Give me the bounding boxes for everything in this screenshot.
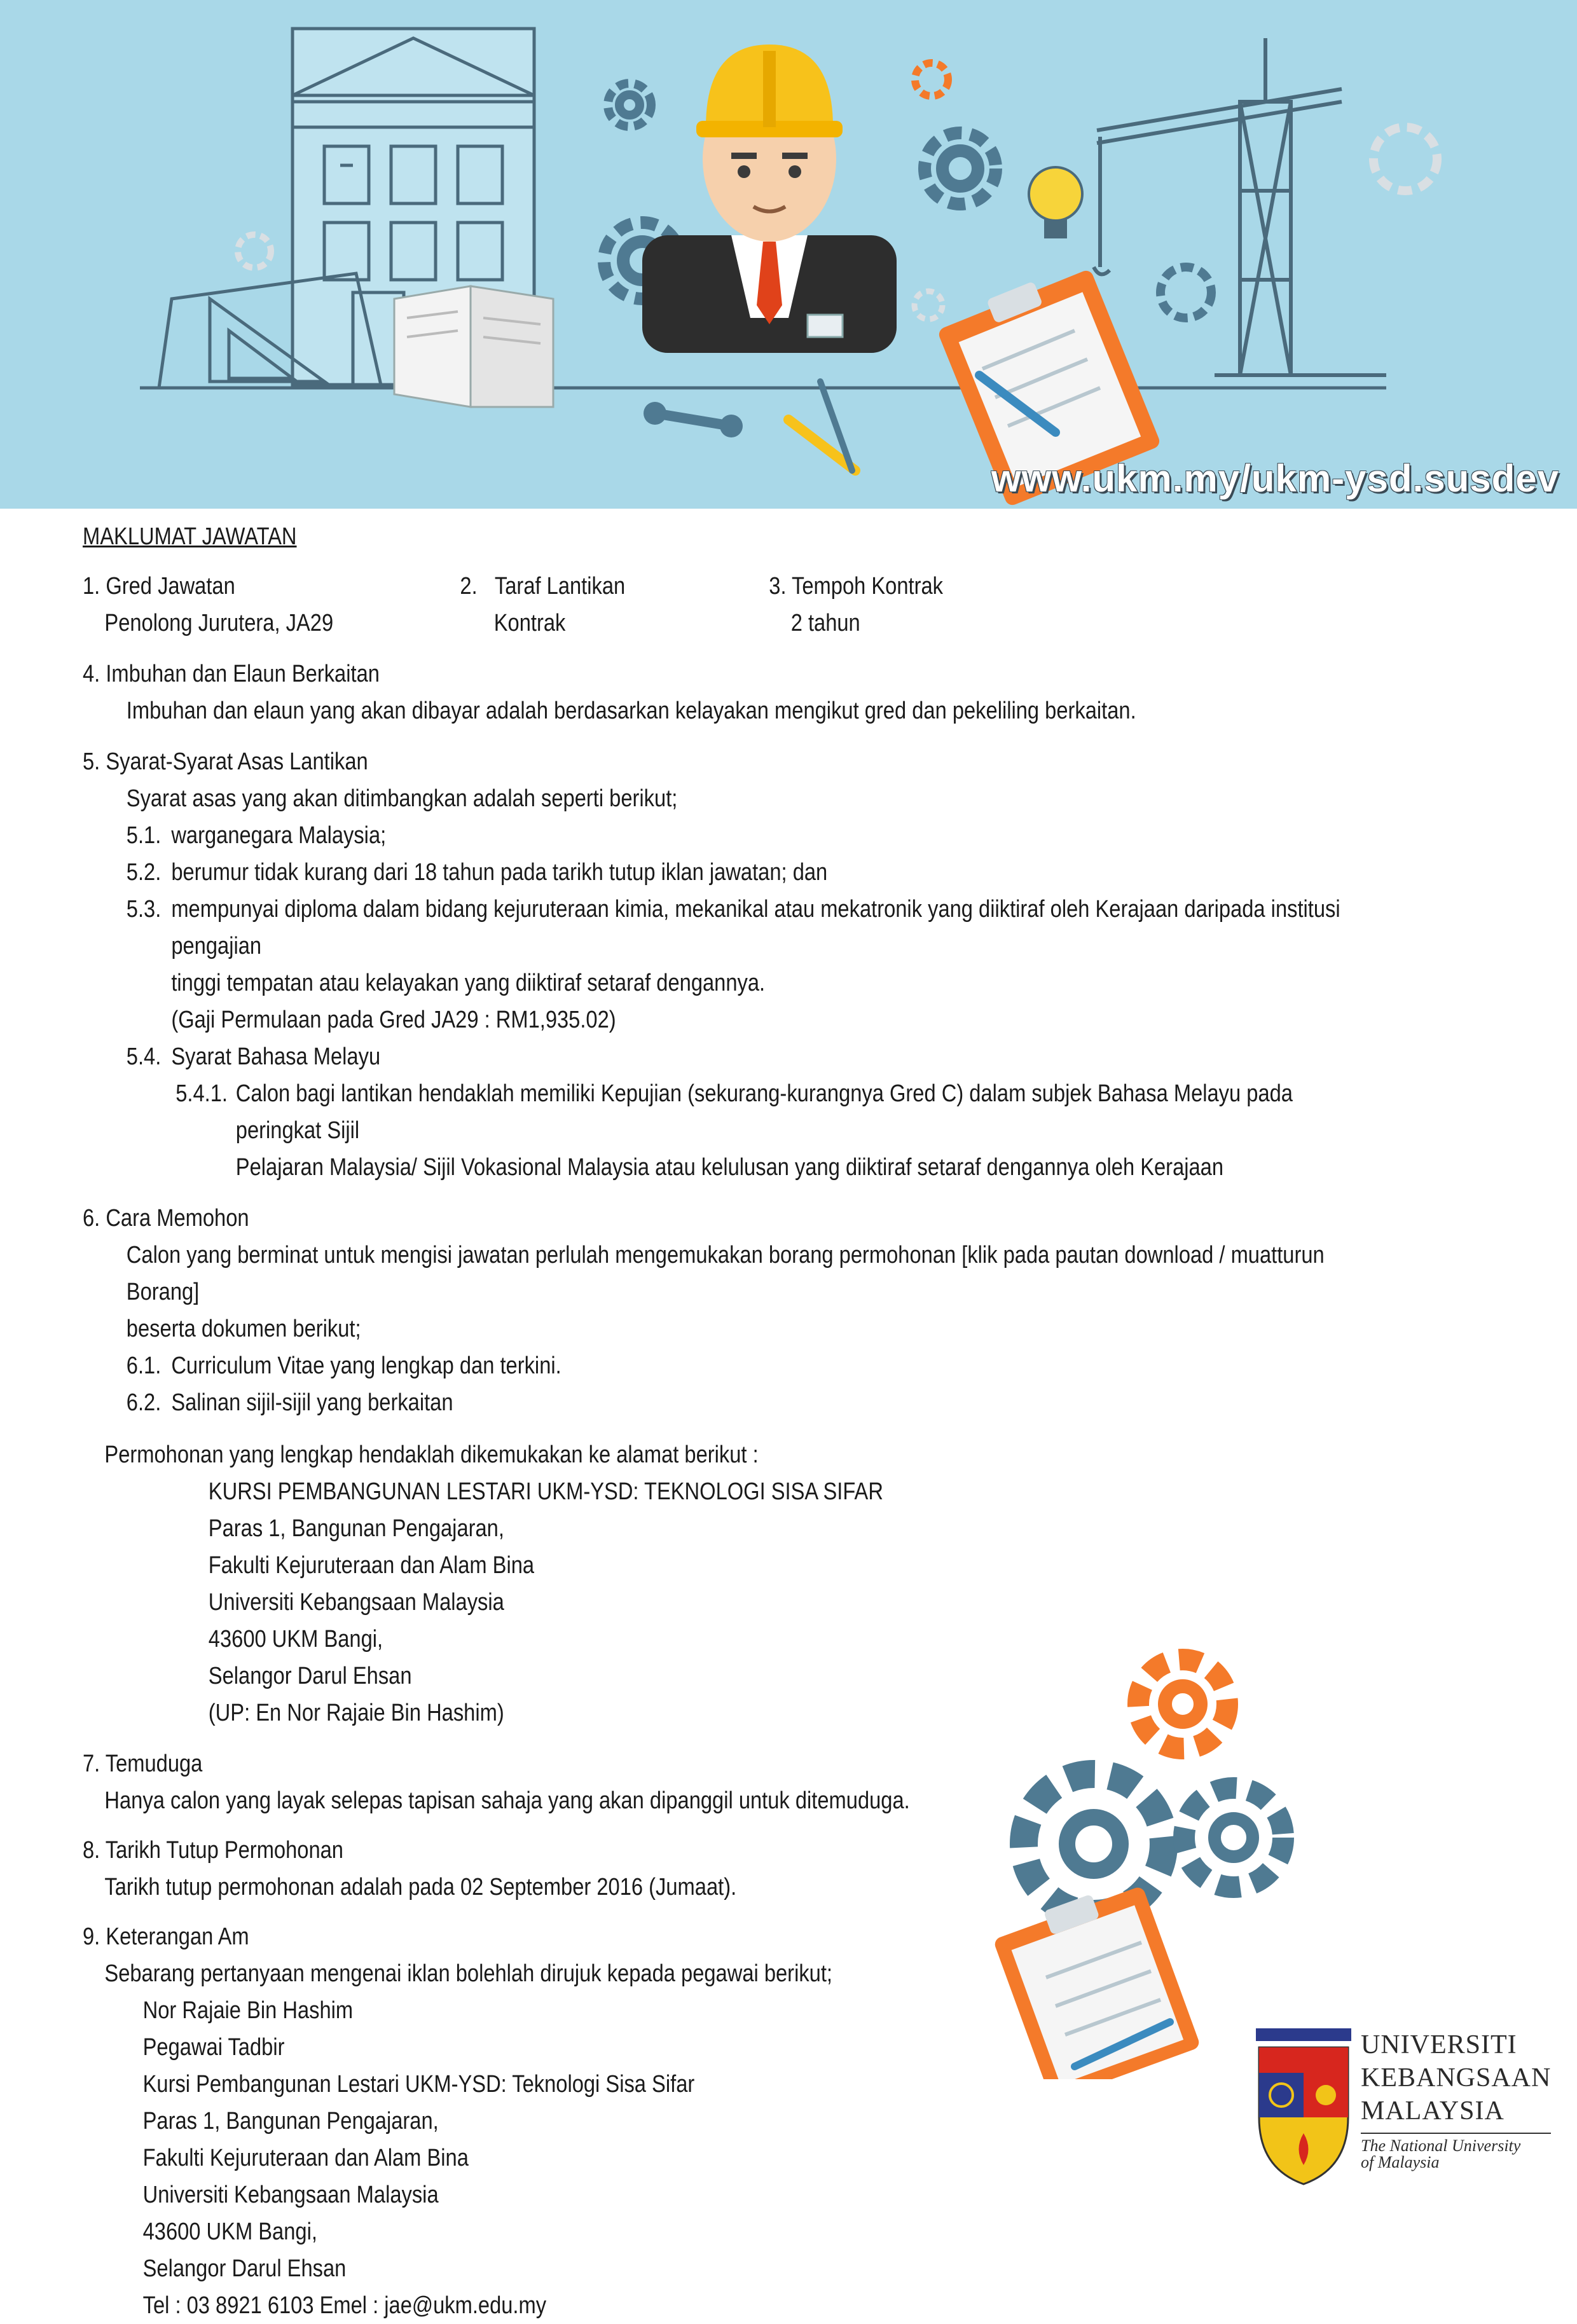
salary-note: (Gaji Permulaan pada Gred JA29 : RM1,935.02) [171,1007,616,1033]
section-heading: 6. Cara Memohon [83,1205,249,1232]
contact-line: Nor Rajaie Bin Hashim [142,1997,354,2024]
section-text: Tarikh tutup permohonan adalah pada 02 September 2016 (Jumaat). [104,1874,737,1901]
section-text: beserta dokumen berikut; [126,1316,361,1342]
wrench-icon [644,402,743,437]
section-text: Hanya calon yang layak selepas tapisan sahaja yang akan dipanggil untuk ditemuduga. [104,1787,910,1814]
list-item: 5.4.1. Calon bagi lantikan hendaklah memiliki Kepujian (sekurang-kurangnya Gred C) dalam subjek Bahasa Melayu pada peringkat Sijil [176,1080,1293,1144]
appointment-block [460,568,625,642]
section-heading: 5. Syarat-Syarat Asas Lantikan [83,748,368,775]
address-line: Universiti Kebangsaan Malaysia [208,1589,504,1616]
section-5 [83,743,1340,1186]
contract-value: 2 tahun [790,610,860,636]
banner-illustration [0,0,1577,509]
gear-icon [915,63,948,96]
ukm-logo [1250,2022,1555,2225]
gear-icon [1160,267,1211,318]
section-text: Calon yang berminat untuk mengisi jawatan perlulah mengemukakan borang permohonan [klik pada pautan download / muatturun Borang] [126,1242,1325,1305]
list-item: 5.3. mempunyai diploma dalam bidang kejuruteraan kimia, mekanikal atau mekatronik yang diiktiraf oleh Kerajaan daripada institusi pengajian [126,896,1340,959]
ukm-crest-icon [1250,2022,1358,2187]
header-banner [0,0,1577,509]
lightbulb-icon [1029,167,1082,238]
grade-value: Penolong Jurutera, JA29 [104,610,334,636]
newspaper-icon [394,286,553,407]
logo-tagline: The National University [1361,2133,1551,2154]
logo-line: UNIVERSITI [1361,2030,1517,2059]
address-line: Selangor Darul Ehsan [208,1663,412,1689]
address-intro: Permohonan yang lengkap hendaklah dikemukakan ke alamat berikut : [104,1441,759,1468]
engineer-icon [642,45,897,353]
list-item: 5.1. warganegara Malaysia; [126,822,387,849]
grade-block [83,568,333,642]
gear-icon [1374,127,1437,191]
contract-label: 3. Tempoh Kontrak [769,573,944,600]
address-line: Fakulti Kejuruteraan dan Alam Bina [208,1552,535,1579]
clipboard-icon [993,1885,1201,2079]
logo-line: KEBANGSAAN [1361,2063,1552,2093]
website-url[interactable]: www.ukm.my/ukm-ysd.susdev [991,457,1559,500]
gear-icon [914,291,942,319]
section-heading: 8. Tarikh Tutup Permohonan [83,1837,343,1864]
contact-line: Kursi Pembangunan Lestari UKM-YSD: Teknologi Sisa Sifar [142,2071,695,2098]
section-title: MAKLUMAT JAWATAN [83,523,297,550]
gear-icon [608,83,651,127]
gear-icon [238,235,271,268]
list-item: 6.1. Curriculum Vitae yang lengkap dan terkini. [126,1352,561,1379]
address-line: (UP: En Nor Rajaie Bin Hashim) [208,1700,504,1726]
gear-icon [1138,1660,1227,1749]
contact-line: Fakulti Kejuruteraan dan Alam Bina [142,2145,469,2171]
logo-tagline: of Malaysia [1361,2153,1440,2171]
list-item: 6.2. Salinan sijil-sijil yang berkaitan [126,1389,453,1416]
gears-decoration [979,1634,1424,2079]
logo-wordmark [1361,2028,1551,2171]
section-text: Imbuhan dan elaun yang akan dibayar adalah berdasarkan kelayakan mengikut gred dan pekeliling berkaitan. [126,698,1136,724]
contact-line: 43600 UKM Bangi, [142,2218,317,2245]
contract-block [769,568,943,642]
section-heading: 9. Keterangan Am [83,1923,249,1950]
contact-line: Universiti Kebangsaan Malaysia [142,2182,439,2208]
address-line: Paras 1, Bangunan Pengajaran, [208,1515,504,1542]
appointment-value: Kontrak [493,610,566,636]
screwdriver-icon [788,382,855,471]
list-item: 5.4. Syarat Bahasa Melayu [126,1043,381,1070]
section-heading: 4. Imbuhan dan Elaun Berkaitan [83,661,380,687]
contact-line: Paras 1, Bangunan Pengajaran, [142,2108,439,2135]
contact-line: Selangor Darul Ehsan [142,2255,347,2282]
appointment-label: 2. Taraf Lantikan [460,573,626,600]
gear-icon [925,133,996,204]
contact-line: Pegawai Tadbir [142,2034,285,2061]
job-summary-row [83,568,1340,644]
address-line: KURSI PEMBANGUNAN LESTARI UKM-YSD: TEKNOLOGI SISA SIFAR [208,1478,883,1505]
list-item-continued: Pelajaran Malaysia/ Sijil Vokasional Malaysia atau kelulusan yang diiktiraf setaraf dengannya oleh Kerajaan [235,1154,1224,1181]
appointment-number: 2. [460,573,478,600]
section-heading: 7. Temuduga [83,1750,203,1777]
list-item: 5.2. berumur tidak kurang dari 18 tahun pada tarikh tutup iklan jawatan; dan [126,859,828,886]
section-text: Syarat asas yang akan ditimbangkan adalah seperti berikut; [126,785,678,812]
logo-line: MALAYSIA [1361,2096,1505,2126]
section-text: Sebarang pertanyaan mengenai iklan bolehlah dirujuk kepada pegawai berikut; [104,1960,833,1987]
grade-label: 1. Gred Jawatan [83,573,235,600]
section-4 [83,656,1340,729]
contact-line[interactable]: Tel : 03 8921 6103 Emel : jae@ukm.edu.my [142,2292,547,2319]
gear-icon [1184,1788,1283,1887]
list-item-continued: tinggi tempatan atau kelayakan yang diiktiraf setaraf dengannya. [171,970,766,996]
address-line: 43600 UKM Bangi, [208,1626,383,1653]
crane-icon [1094,38,1386,375]
